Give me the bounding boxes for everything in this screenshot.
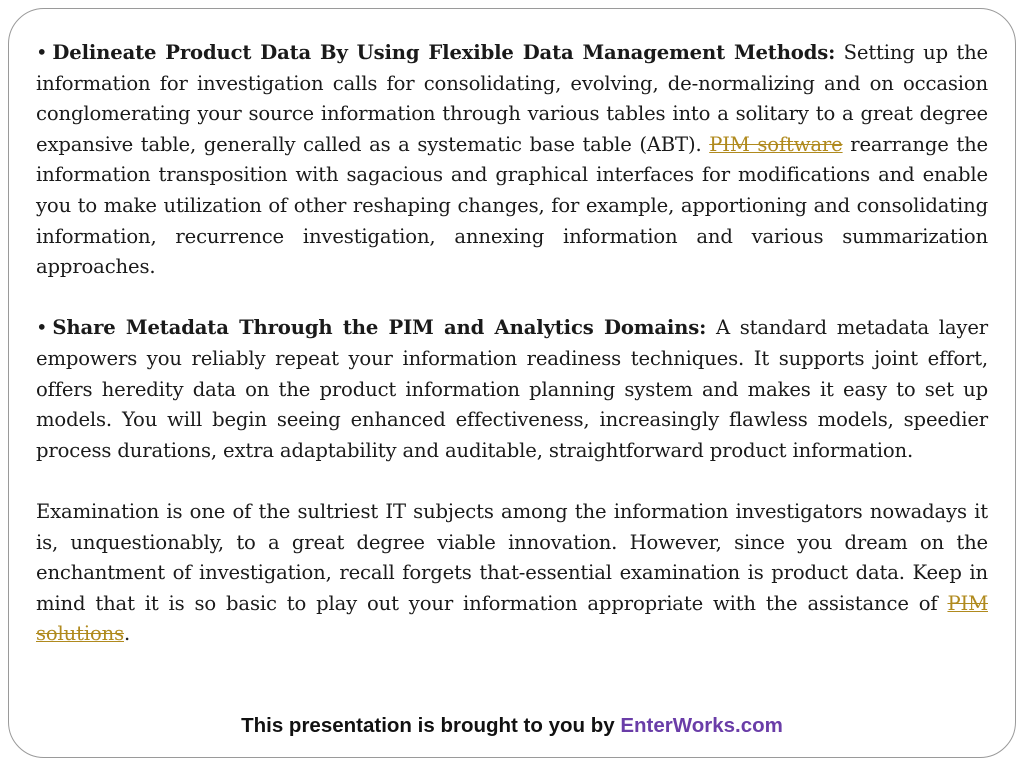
paragraph-share-metadata [36,313,988,466]
paragraph-end: . [124,622,131,646]
slide-content [36,38,988,680]
paragraph-text: Setting up the information for investigation calls for consolidating, evolving, de-normalizing and on occasion conglomerating your source information through various tables into a solitary to a great degree expansive table, generally called as a systematic base table (ABT). [36,41,988,156]
bullet-icon: • [36,41,48,64]
paragraph-heading: Delineate Product Data By Using Flexible Data Management Methods: [52,41,836,64]
paragraph-text: A standard metadata layer empowers you reliably repeat your information readiness techniques. It supports joint effort, offers heredity data on the product information planning system and makes it easy to set up models. You will begin seeing enhanced effectiveness, increasingly flawless models, speedier process durations, extra adaptability and auditable, straightforward product information. [36,316,988,462]
paragraph-delineate-product-data [36,38,988,283]
paragraph-text: rearrange the information transposition with sagacious and graphical interfaces for modifications and enable you to make utilization of other reshaping changes, for example, apportioning and consolidating information, recurrence investigation, annexing information and various summarization approaches. [36,132,988,279]
footer-prefix: This presentation is brought to you by [241,714,621,737]
footer-credit [0,714,1024,738]
pim-solutions-link[interactable]: PIM solutions [36,591,988,646]
paragraph-heading: Share Metadata Through the PIM and Analytics Domains: [52,316,707,340]
brand-link[interactable]: EnterWorks.com [620,714,783,737]
pim-software-link[interactable]: PIM software [709,132,843,156]
paragraph-examination [36,497,988,650]
bullet-icon: • [36,316,48,340]
paragraph-text: Examination is one of the sultriest IT subjects among the information investigators nowadays it is, unquestionably, to a great degree viable innovation. However, since you dream on the enchantment of investigation, recall forgets that-essential examination is product data. Keep in mind that it is so basic to play out your information appropriate with the assistance of [36,499,988,615]
